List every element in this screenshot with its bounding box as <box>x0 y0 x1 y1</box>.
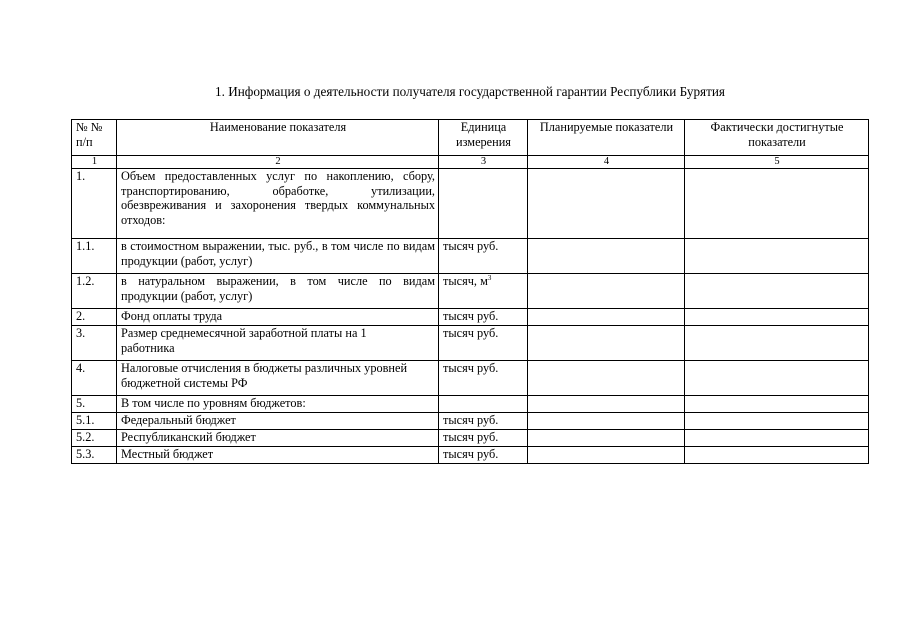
row-number: 5.3. <box>72 447 117 464</box>
document-title: 1. Информация о деятельности получателя государственной гарантии Республики Бурятия <box>215 84 725 99</box>
header-indicator-name: Наименование показателя <box>117 120 439 156</box>
row-unit: тысяч руб. <box>439 413 528 430</box>
row-number: 1.1. <box>72 239 117 274</box>
row-number: 5.2. <box>72 430 117 447</box>
table-row <box>72 396 869 413</box>
table-row <box>72 309 869 326</box>
table-row <box>72 169 869 239</box>
row-indicator-name: В том числе по уровням бюджетов: <box>117 396 439 413</box>
table-row <box>72 239 869 274</box>
row-number: 5.1. <box>72 413 117 430</box>
row-unit: тысяч руб. <box>439 309 528 326</box>
row-unit <box>439 274 528 309</box>
row-planned-value[interactable] <box>528 430 685 447</box>
table-header-row <box>72 120 869 156</box>
row-planned-value[interactable] <box>528 274 685 309</box>
row-actual-value[interactable] <box>685 361 869 396</box>
row-actual-value[interactable] <box>685 169 869 239</box>
table-row <box>72 413 869 430</box>
row-actual-value[interactable] <box>685 326 869 361</box>
row-indicator-name: Федеральный бюджет <box>117 413 439 430</box>
row-indicator-name: Республиканский бюджет <box>117 430 439 447</box>
header-row-number: № № п/п <box>72 120 117 156</box>
row-planned-value[interactable] <box>528 396 685 413</box>
row-number: 1.2. <box>72 274 117 309</box>
row-indicator-name: Местный бюджет <box>117 447 439 464</box>
row-unit: тысяч руб. <box>439 447 528 464</box>
row-actual-value[interactable] <box>685 447 869 464</box>
row-actual-value[interactable] <box>685 309 869 326</box>
column-number: 1 <box>72 156 117 169</box>
table-row <box>72 326 869 361</box>
row-indicator-name-text: Размер среднемесячной заработной платы на 1 работника <box>121 326 367 355</box>
row-unit <box>439 396 528 413</box>
row-number: 1. <box>72 169 117 239</box>
row-actual-value[interactable] <box>685 413 869 430</box>
row-indicator-name <box>117 326 439 361</box>
row-planned-value[interactable] <box>528 361 685 396</box>
row-indicator-name: в стоимостном выражении, тыс. руб., в том числе по видам продукции (работ, услуг) <box>117 239 439 274</box>
row-planned-value[interactable] <box>528 413 685 430</box>
row-unit: тысяч руб. <box>439 361 528 396</box>
table-row <box>72 274 869 309</box>
row-planned-value[interactable] <box>528 239 685 274</box>
row-planned-value[interactable] <box>528 309 685 326</box>
column-number: 4 <box>528 156 685 169</box>
row-unit: тысяч руб. <box>439 326 528 361</box>
row-unit: тысяч руб. <box>439 430 528 447</box>
row-planned-value[interactable] <box>528 447 685 464</box>
row-number: 5. <box>72 396 117 413</box>
header-planned: Планируемые показатели <box>528 120 685 156</box>
row-planned-value[interactable] <box>528 169 685 239</box>
row-number: 3. <box>72 326 117 361</box>
row-indicator-name: Объем предоставленных услуг по накоплению, сбору, транспортированию, обработке, утилизации, обезвреживания и захоронения твердых коммунальных отходов: <box>117 169 439 239</box>
row-indicator-name: в натуральном выражении, в том числе по видам продукции (работ, услуг) <box>117 274 439 309</box>
header-unit: Единица измерения <box>439 120 528 156</box>
row-actual-value[interactable] <box>685 396 869 413</box>
row-actual-value[interactable] <box>685 274 869 309</box>
table-row <box>72 361 869 396</box>
row-indicator-name: Налоговые отчисления в бюджеты различных уровней бюджетной системы РФ <box>117 361 439 396</box>
header-actual: Фактически достигнутые показатели <box>685 120 869 156</box>
row-unit: тысяч руб. <box>439 239 528 274</box>
indicators-table <box>71 119 869 464</box>
row-number: 2. <box>72 309 117 326</box>
column-number: 5 <box>685 156 869 169</box>
row-actual-value[interactable] <box>685 430 869 447</box>
row-indicator-name: Фонд оплаты труда <box>117 309 439 326</box>
column-number: 3 <box>439 156 528 169</box>
table-row <box>72 447 869 464</box>
row-unit <box>439 169 528 239</box>
row-number: 4. <box>72 361 117 396</box>
row-unit-superscript: 3 <box>487 273 492 282</box>
table-row <box>72 430 869 447</box>
row-planned-value[interactable] <box>528 326 685 361</box>
column-number: 2 <box>117 156 439 169</box>
column-number-row <box>72 156 869 169</box>
row-unit-text: тысяч, м <box>443 274 488 288</box>
row-actual-value[interactable] <box>685 239 869 274</box>
